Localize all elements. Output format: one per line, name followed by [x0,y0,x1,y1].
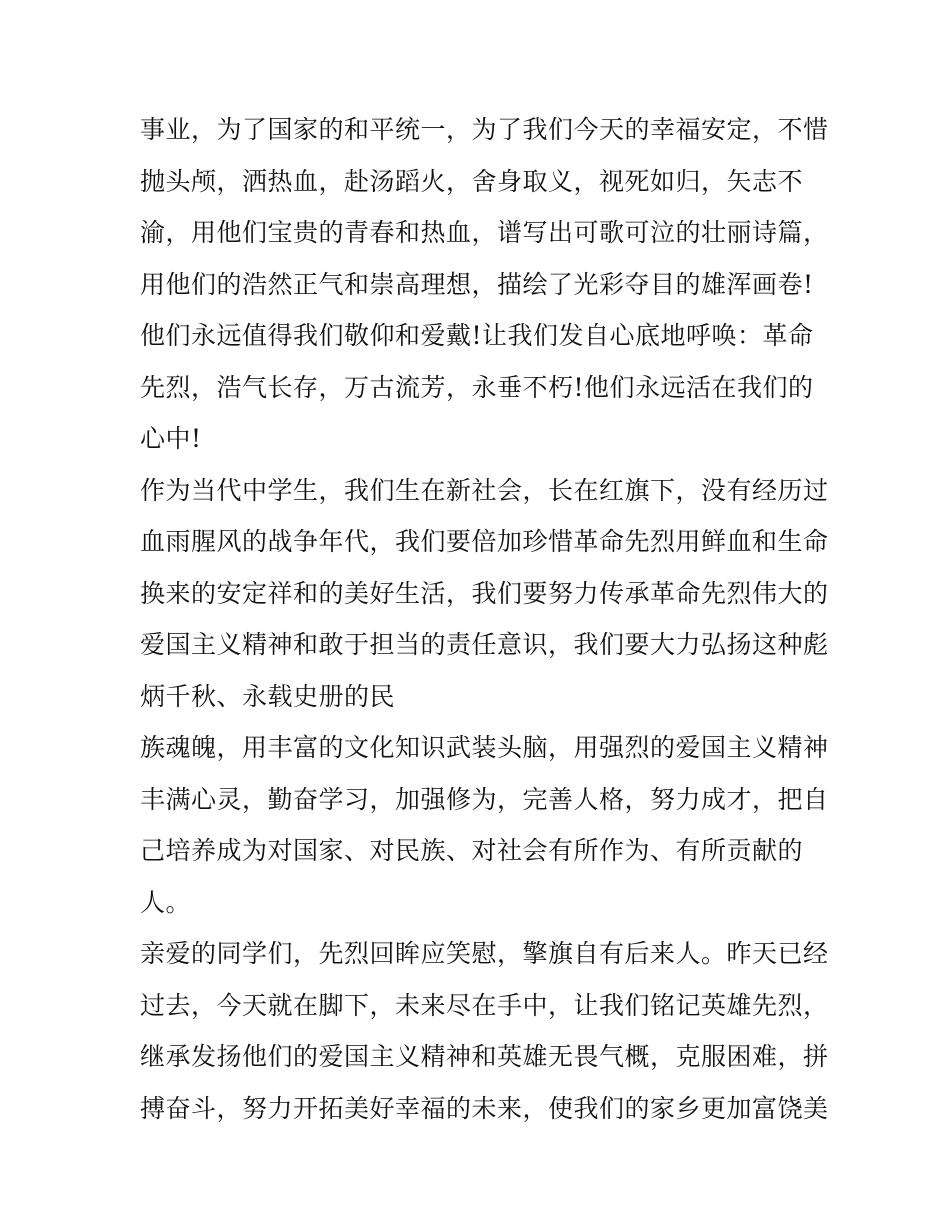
text-line: 抛头颅，洒热血，赴汤蹈火，舍身取义，视死如归，矢志不 [140,166,804,196]
text-line: 族魂魄，用丰富的文化知识武装头脑，用强烈的爱国主义精神 [140,733,829,762]
text-line: 炳千秋、永载史册的民 [140,681,396,711]
paragraph [140,722,830,928]
text-line: 继承发扬他们的爱国主义精神和英雄无畏气概，克服困难，拼 [140,1042,829,1071]
text-line: 他们永远值得我们敬仰和爱戴!让我们发自心底地呼唤：革命 [140,321,814,350]
text-line: 用他们的浩然正气和崇高理想，描绘了光彩夺目的雄浑画卷! [140,269,814,299]
text-line: 己培养成为对国家、对民族、对社会有所作为、有所贡献的 [140,836,804,865]
text-line: 过去，今天就在脚下，未来尽在手中，让我们铭记英雄先烈， [140,990,829,1020]
text-line: 亲爱的同学们，先烈回眸应笑慰，擎旗自有后来人。昨天已经 [140,939,829,968]
text-line: 血雨腥风的战争年代，我们要倍加珍惜革命先烈用鲜血和生命 [140,527,829,556]
text-line: 丰满心灵，勤奋学习，加强修为，完善人格，努力成才，把自 [140,784,829,814]
text-line: 搏奋斗，努力开拓美好幸福的未来，使我们的家乡更加富饶美 [140,1093,829,1123]
paragraph [140,104,830,465]
paragraph [140,928,830,1134]
text-line: 人。 [140,887,192,917]
document-body [140,104,830,1134]
text-line: 换来的安定祥和的美好生活，我们要努力传承革命先烈伟大的 [140,578,829,608]
text-line: 心中! [140,424,202,453]
paragraph [140,465,830,723]
text-line: 先烈，浩气长存，万古流芳，永垂不朽!他们永远活在我们的 [140,372,814,402]
text-line: 作为当代中学生，我们生在新社会，长在红旗下，没有经历过 [140,475,829,505]
text-line: 渝，用他们宝贵的青春和热血，谱写出可歌可泣的壮丽诗篇， [140,218,829,247]
text-line: 爱国主义精神和敢于担当的责任意识，我们要大力弘扬这种彪 [140,630,829,659]
text-line: 事业，为了国家的和平统一，为了我们今天的幸福安定，不惜 [140,115,829,144]
